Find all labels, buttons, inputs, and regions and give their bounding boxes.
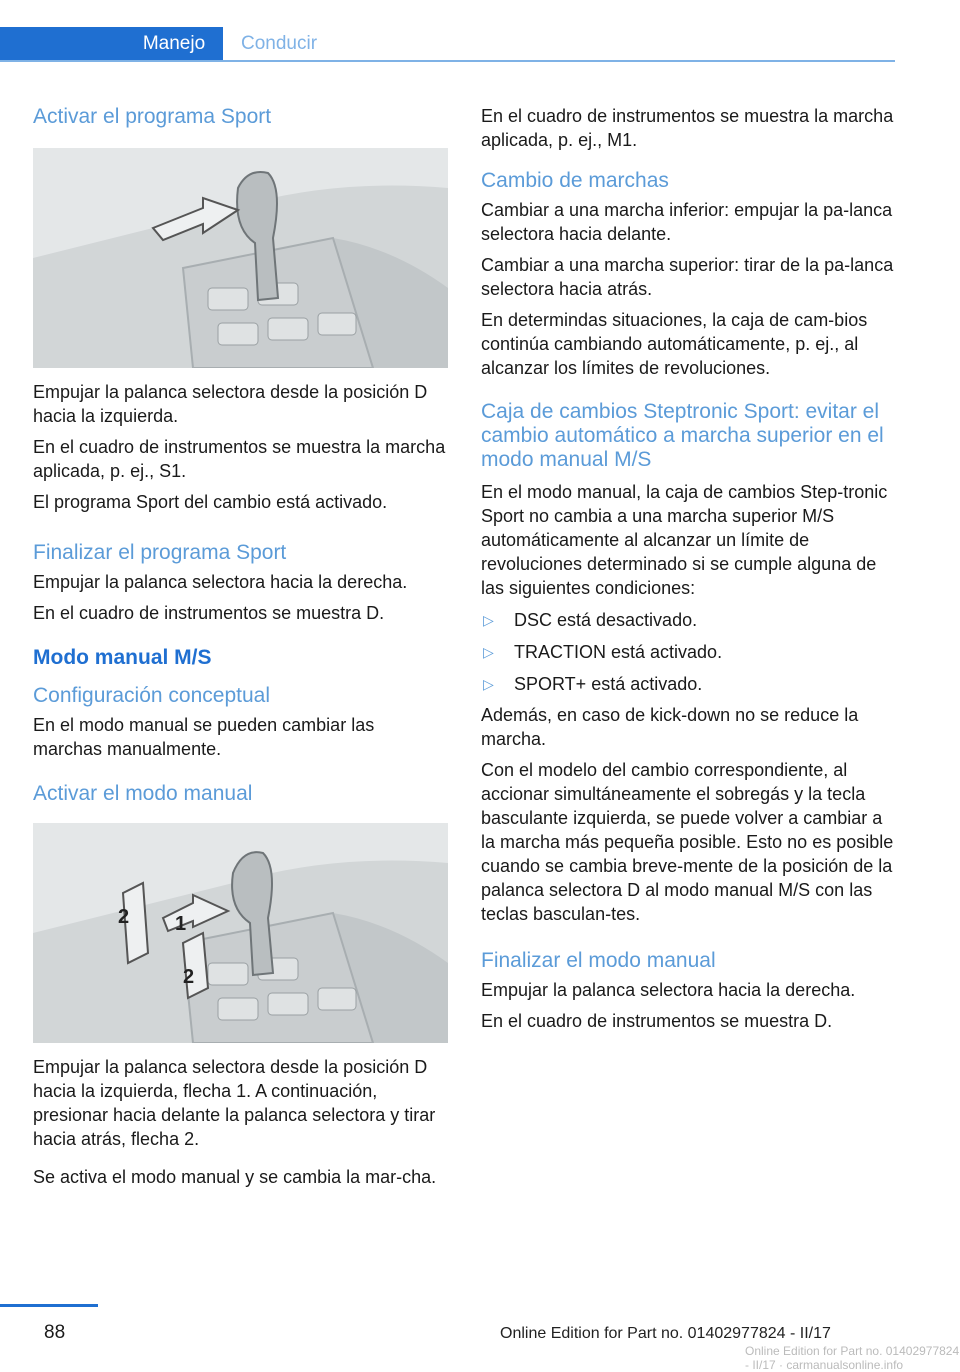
tab-conducir[interactable]: Conducir xyxy=(241,32,318,54)
header-rule xyxy=(0,60,895,62)
conditions-list xyxy=(481,608,896,696)
list-item-text: DSC está desactivado. xyxy=(514,610,698,630)
para-c1: Cambiar a una marcha inferior: empujar la pa‐lanca selectora hacia delante. xyxy=(481,200,893,244)
list-item xyxy=(481,672,896,696)
selector-lever-illustration xyxy=(33,148,448,368)
heading-modo-manual: Modo manual M/S xyxy=(33,646,212,669)
para-sport-3: El programa Sport del cambio está activado. xyxy=(33,492,388,512)
footer-rule xyxy=(0,1304,98,1307)
list-item-text: SPORT+ está activado. xyxy=(514,674,703,694)
para-c3: En determindas situaciones, la caja de cam‐bios continúa cambiando automáticamente, p. ej., al alcanzar los límites de revoluciones. xyxy=(481,310,868,378)
para-manual-1: Empujar la palanca selectora desde la posición D hacia la izquierda, flecha 1. A continuación, presionar hacia delante la palanca selectora y tirar hacia atrás, flecha 2. xyxy=(33,1057,436,1149)
para-f1: Empujar la palanca selectora hacia la derecha. xyxy=(481,980,856,1000)
heading-finalizar-manual: Finalizar el modo manual xyxy=(481,949,716,972)
heading-activar-manual: Activar el modo manual xyxy=(33,782,253,805)
header-blue-bar xyxy=(0,27,125,60)
para-c2: Cambiar a una marcha superior: tirar de la pa‐lanca selectora hacia atrás. xyxy=(481,255,894,299)
figure-selector-lever-sport xyxy=(33,148,448,368)
page-number: 88 xyxy=(44,1322,66,1343)
heading-steptronic: Caja de cambios Steptronic Sport: evitar el cambio automático a marcha superior en el modo manual M/S xyxy=(481,400,884,471)
heading-cambio-marchas: Cambio de marchas xyxy=(481,169,669,192)
edition-note: Online Edition for Part no. 01402977824 - II/17 xyxy=(500,1325,831,1342)
heading-activar-sport: Activar el programa Sport xyxy=(33,105,272,128)
list-item-text: TRACTION está activado. xyxy=(514,642,723,662)
para-s1: En el modo manual, la caja de cambios Step‐tronic Sport no cambia a una marcha superior M/S automáticamente al alcanzar un límite de revoluciones determinado si se cumple alguna de las siguientes condiciones: xyxy=(481,482,888,598)
right-column xyxy=(481,100,896,1033)
heading-configuracion: Configuración conceptual xyxy=(33,684,270,707)
tab-manejo[interactable]: Manejo xyxy=(125,27,223,60)
figure-selector-lever-manual xyxy=(33,823,448,1043)
para-s2: Además, en caso de kick-down no se reduce la marcha. xyxy=(481,705,859,749)
selector-lever-manual-illustration xyxy=(33,823,448,1043)
list-item xyxy=(481,608,896,632)
triangle-bullet-icon: ▷ xyxy=(483,612,494,628)
page-header xyxy=(0,0,895,62)
list-item xyxy=(481,640,896,664)
triangle-bullet-icon: ▷ xyxy=(483,644,494,660)
para-f2: En el cuadro de instrumentos se muestra D. xyxy=(481,1011,833,1031)
fig2-arrow-label-2b: 2 xyxy=(183,966,195,988)
heading-finalizar-sport: Finalizar el programa Sport xyxy=(33,541,287,564)
para-fin-1: Empujar la palanca selectora hacia la derecha. xyxy=(33,572,408,592)
fig2-arrow-label-1: 1 xyxy=(175,913,187,935)
left-column xyxy=(33,100,448,1189)
para-fin-2: En el cuadro de instrumentos se muestra D. xyxy=(33,603,385,623)
triangle-bullet-icon: ▷ xyxy=(483,676,494,692)
para-manual-2: Se activa el modo manual y se cambia la mar‐cha. xyxy=(33,1167,437,1187)
watermark: Online Edition for Part no. 01402977824 - II/17 · carmanualsonline.info xyxy=(745,1344,960,1372)
para-sport-1: Empujar la palanca selectora desde la posición D hacia la izquierda. xyxy=(33,382,428,426)
para-m1: En el cuadro de instrumentos se muestra la marcha aplicada, p. ej., M1. xyxy=(481,106,894,150)
para-config: En el modo manual se pueden cambiar las marchas manualmente. xyxy=(33,715,375,759)
fig2-arrow-label-2a: 2 xyxy=(118,906,130,928)
para-sport-2: En el cuadro de instrumentos se muestra la marcha aplicada, p. ej., S1. xyxy=(33,437,446,481)
para-s3: Con el modelo del cambio correspondiente, al accionar simultáneamente el sobregás y la tecla basculante izquierda, se puede volver a cambiar a la marcha más pequeña posible. Esto no es posible cuando se cambia breve‐mente de la posición de la palanca selectora D al modo manual M/S con las teclas basculan‐tes. xyxy=(481,760,894,924)
